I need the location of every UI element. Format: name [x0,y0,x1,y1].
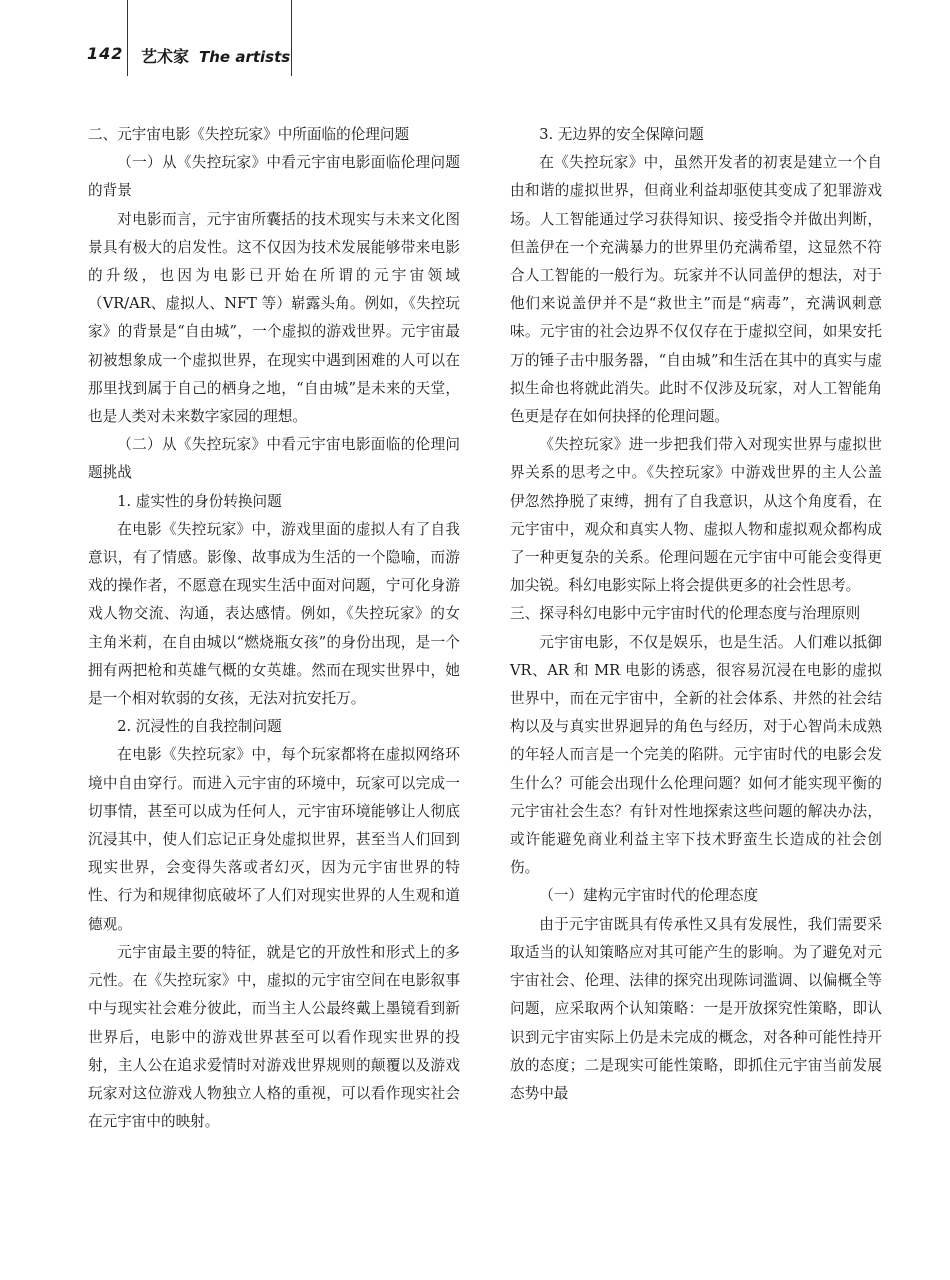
section-heading: 三、探寻科幻电影中元宇宙时代的伦理态度与治理原则 [510,605,861,623]
page-number: 142 [87,44,124,63]
left-column [88,121,460,1136]
journal-title-cn: 艺术家 [141,47,190,66]
subsection-heading: （一）从《失控玩家》中看元宇宙电影面临伦理问题的背景 [88,154,460,200]
paragraph: 元宇宙电影，不仅是娱乐，也是生活。人们难以抵御 VR、AR 和 MR 电影的诱惑，很容易沉浸在电影的虚拟世界中，而在元宇宙中，全新的社会体系、井然的社会结构以及与真实世界迥异的角色与经历，对于心智尚未成熟的年轻人而言是一个完美的陷阱。元宇宙时代的电影会发生什么？可能会出现什么伦理问题？如何才能实现平衡的元宇宙社会生态？有针对性地探索这些问题的解决办法，或许能避免商业利益主宰下技术野蛮生长造成的社会创伤。 [510,633,882,877]
paragraph: 由于元宇宙既具有传承性又具有发展性，我们需要采取适当的认知策略应对其可能产生的影响。为了避免对元宇宙社会、伦理、法律的探究出现陈词滥调、以偏概全等问题，应采取两个认知策略：一是开放探究性策略，即认识到元宇宙实际上仍是未完成的概念，对各种可能性持开放的态度；二是现实可能性策略，即抓住元宇宙当前发展态势中最 [510,915,882,1102]
paragraph: 《失控玩家》进一步把我们带入对现实世界与虚拟世界关系的思考之中。《失控玩家》中游戏世界的主人公盖伊忽然挣脱了束缚，拥有了自我意识，从这个角度看，在元宇宙中，观众和真实人物、虚拟人物和虚拟观众都构成了一种更复杂的关系。伦理问题在元宇宙中可能会变得更加尖锐。科幻电影实际上将会提供更多的社会性思考。 [510,436,882,595]
header-rule-left [127,0,128,76]
paragraph: 对电影而言，元宇宙所囊括的技术现实与未来文化图景具有极大的启发性。这不仅因为技术发展能够带来电影的升级，也因为电影已开始在所谓的元宇宙领域（VR/AR、虚拟人、NFT 等）崭露头角。例如，《失控玩家》的背景是“自由城”，一个虚拟的游戏世界。元宇宙最初被想象成一个虚拟世界，在现实中遇到困难的人可以在那里找到属于自己的栖身之地，“自由城”是未来的天堂，也是人类对未来数字家园的理想。 [88,210,460,426]
paragraph: 在电影《失控玩家》中，每个玩家都将在虚拟网络环境中自由穿行。而进入元宇宙的环境中，玩家可以完成一切事情，甚至可以成为任何人，元宇宙环境能够让人彻底沉浸其中，使人们忘记正身处虚拟世界，甚至当人们回到现实世界，会变得失落或者幻灭，因为元宇宙世界的特性、行为和规律彻底破坏了人们对现实世界的人生观和道德观。 [88,746,460,933]
sub-subsection-heading: 1. 虚实性的身份转换问题 [117,492,282,510]
journal-title-en: The artists [199,48,291,66]
subsection-heading: （一）建构元宇宙时代的伦理态度 [539,887,759,905]
subsection-heading: （二）从《失控玩家》中看元宇宙电影面临的伦理问题挑战 [88,436,460,482]
section-heading: 二、元宇宙电影《失控玩家》中所面临的伦理问题 [88,126,410,143]
journal-title [141,44,290,67]
paragraph: 在电影《失控玩家》中，游戏里面的虚拟人有了自我意识，有了情感。影像、故事成为生活的一个隐喻，而游戏的操作者，不愿意在现实生活中面对问题，宁可化身游戏人物交流、沟通，表达感情。例如，《失控玩家》的女主角米莉，在自由城以“燃烧瓶女孩”的身份出现，是一个拥有两把枪和英雄气概的女英雄。然而在现实世界中，她是一个相对软弱的女孩，无法对抗安托万。 [88,520,460,708]
sub-subsection-heading: 3. 无边界的安全保障问题 [539,126,704,143]
sub-subsection-heading: 2. 沉浸性的自我控制问题 [117,718,282,736]
paragraph: 在《失控玩家》中，虽然开发者的初衷是建立一个自由和谐的虚拟世界，但商业利益却驱使其变成了犯罪游戏场。人工智能通过学习获得知识、接受指令并做出判断，但盖伊在一个充满暴力的世界里仍充满希望，这显然不符合人工智能的一般行为。玩家并不认同盖伊的想法，对于他们来说盖伊并不是“救世主”而是“病毒”，充满讽刺意味。元宇宙的社会边界不仅仅存在于虚拟空间，如果安托万的锤子击中服务器，“自由城”和生活在其中的真实与虚拟生命也将就此消失。此时不仅涉及玩家，对人工智能角色更是存在如何抉择的伦理问题。 [510,154,882,426]
right-column [510,121,882,1108]
header-rule-right [291,0,292,76]
paragraph: 元宇宙最主要的特征，就是它的开放性和形式上的多元性。在《失控玩家》中，虚拟的元宇宙空间在电影叙事中与现实社会难分彼此，而当主人公最终戴上墨镜看到新世界后，电影中的游戏世界甚至可以看作现实世界的投射，主人公在追求爱情时对游戏世界规则的颠覆以及游戏玩家对这位游戏人物独立人格的重视，可以看作现实社会在元宇宙中的映射。 [88,943,460,1131]
